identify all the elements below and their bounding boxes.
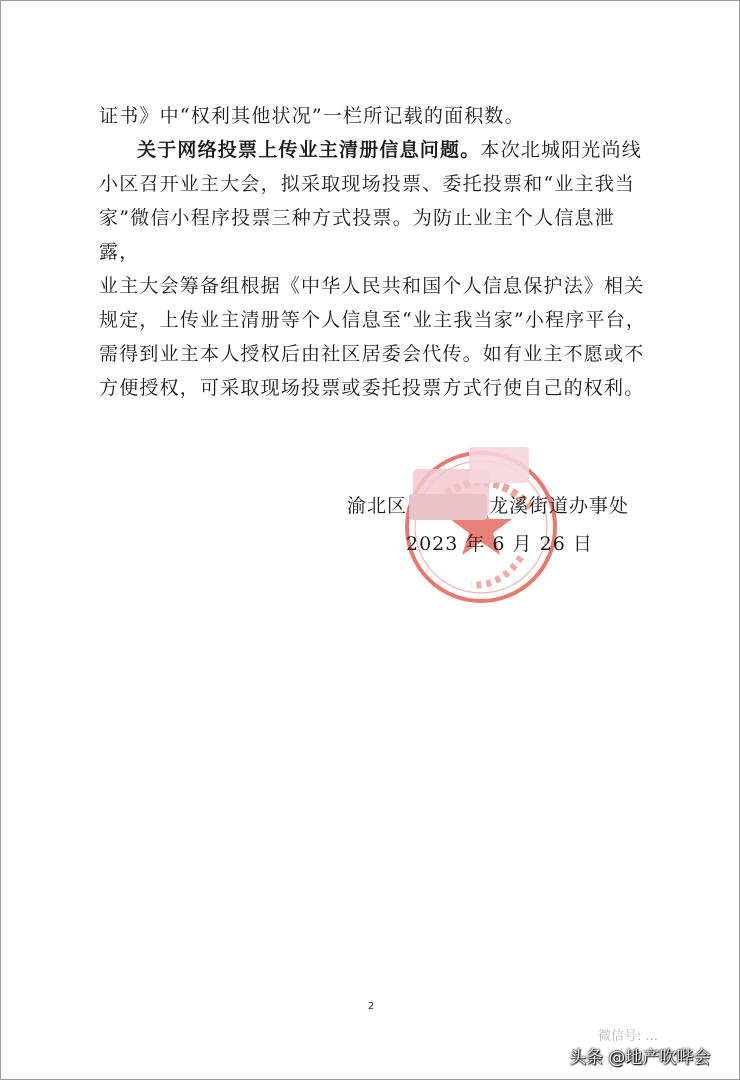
text-line-7: 需得到业主本人授权后由社区居委会代传。如有业主不愿或不 (99, 343, 645, 365)
issuer-prefix: 渝北区 (347, 495, 408, 517)
text-line-6: 规定，上传业主清册等个人信息至“业主我当家”小程序平台， (99, 309, 647, 331)
wechat-watermark: 微信号: ... (598, 1029, 658, 1044)
issuer-redaction (409, 494, 487, 520)
text-line-1: 证书》中“权利其他状况”一栏所记载的面积数。 (99, 105, 525, 127)
issuer-signature (347, 491, 647, 520)
redaction-mask (469, 447, 529, 483)
text-line-5: 业主大会筹备组根据《中华人民共和国个人信息保护法》相关 (99, 275, 645, 297)
paragraph-online-voting (99, 133, 647, 167)
text-line-3: 小区召开业主大会，拟采取现场投票、委托投票和“业主我当 (99, 173, 636, 195)
page-number: 2 (367, 1001, 375, 1012)
paragraph-heading: 关于网络投票上传业主清册信息问题。 (137, 139, 481, 161)
issuer-suffix: 龙溪街道办事处 (489, 495, 630, 517)
text-line-4: 家”微信小程序投票三种方式投票。为防止业主个人信息泄露， (99, 207, 615, 263)
toutiao-watermark: 头条 @地产吹哔会 (569, 1048, 711, 1068)
document-body (99, 99, 647, 405)
issue-date: 2023 年 6 月 26 日 (406, 533, 593, 555)
text-line-8: 方便授权，可采取现场投票或委托投票方式行使自己的权利。 (99, 377, 645, 399)
text-line-2-rest: 本次北城阳光尚线 (480, 139, 643, 161)
